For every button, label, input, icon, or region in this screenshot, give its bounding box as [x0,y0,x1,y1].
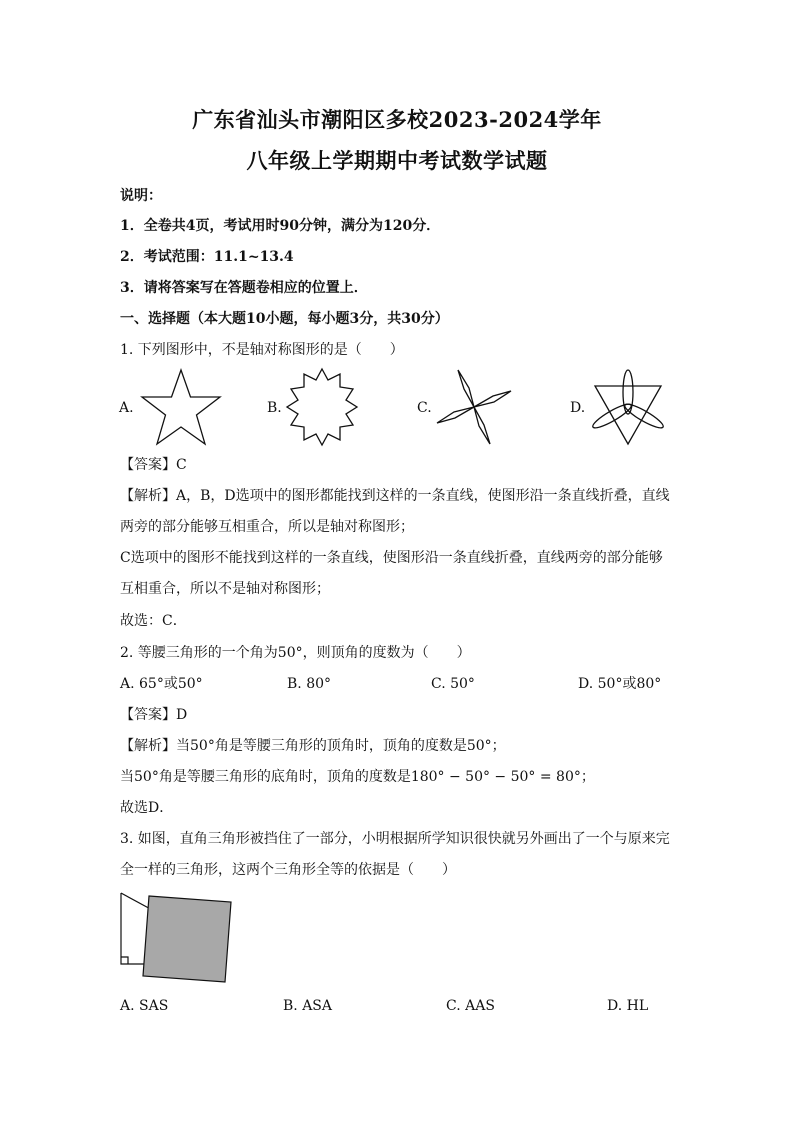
title-line-2: 八年级上学期期中考试数学试题 [246,148,548,173]
star-figure [138,368,224,448]
option-text: D. 50°或80° [578,676,662,692]
analysis-line: 故选D． [120,800,174,816]
analysis-line: 两旁的部分能够互相重合，所以是轴对称图形； [120,519,414,535]
instruction-item: 1．全卷共4页，考试用时90分钟，满分为120分． [120,218,441,234]
instructions-heading: 说明： [120,188,162,204]
option-label: D. [570,400,586,416]
pinwheel-figure [434,366,514,448]
title-line-1: 广东省汕头市潮阳区多校2023-2024学年 [192,107,602,132]
triangle-propeller-figure [592,368,664,446]
option-text: C. 50° [431,676,475,692]
analysis-line: 当50°角是等腰三角形的底角时，顶角的度数是180° − 50° − 50° = 80°； [120,769,595,785]
option-text: D. HL [607,998,649,1014]
option-label: C. [417,400,432,416]
question-stem: 1. 下列图形中，不是轴对称图形的是（ ） [120,342,404,358]
occluded-right-triangle-figure [116,890,236,986]
instruction-item: 3．请将答案写在答题卷相应的位置上． [120,280,368,296]
option-text: A. 65°或50° [120,676,203,692]
analysis-line: 【解析】当50°角是等腰三角形的顶角时，顶角的度数是50°； [120,738,506,754]
analysis-line: 故选：C． [120,613,187,629]
snowflake-figure [284,366,360,448]
option-label: B. [267,400,282,416]
question-stem-line-1: 3. 如图，直角三角形被挡住了一部分，小明根据所学知识很快就另外画出了一个与原来完 [120,831,670,847]
instruction-item: 2．考试范围：11.1~13.4 [120,249,294,265]
option-label: A. [119,400,134,416]
section-heading: 一、选择题（本大题10小题，每小题3分，共30分） [120,311,449,327]
answer-line: 【答案】D [120,707,188,723]
analysis-line: 互相重合，所以不是轴对称图形； [120,581,330,597]
question-stem-line-2: 全一样的三角形，这两个三角形全等的依据是（ ） [120,862,456,878]
option-text: B. 80° [287,676,332,692]
question-stem: 2. 等腰三角形的一个角为50°，则顶角的度数为（ ） [120,645,471,661]
analysis-line: 【解析】A，B，D选项中的图形都能找到这样的一条直线，使图形沿一条直线折叠，直线 [120,488,670,504]
analysis-line: C选项中的图形不能找到这样的一条直线，使图形沿一条直线折叠，直线两旁的部分能够 [120,550,663,566]
option-text: B. ASA [283,998,332,1014]
answer-line: 【答案】C [120,457,187,473]
option-text: A. SAS [120,998,169,1014]
option-text: C. AAS [446,998,495,1014]
